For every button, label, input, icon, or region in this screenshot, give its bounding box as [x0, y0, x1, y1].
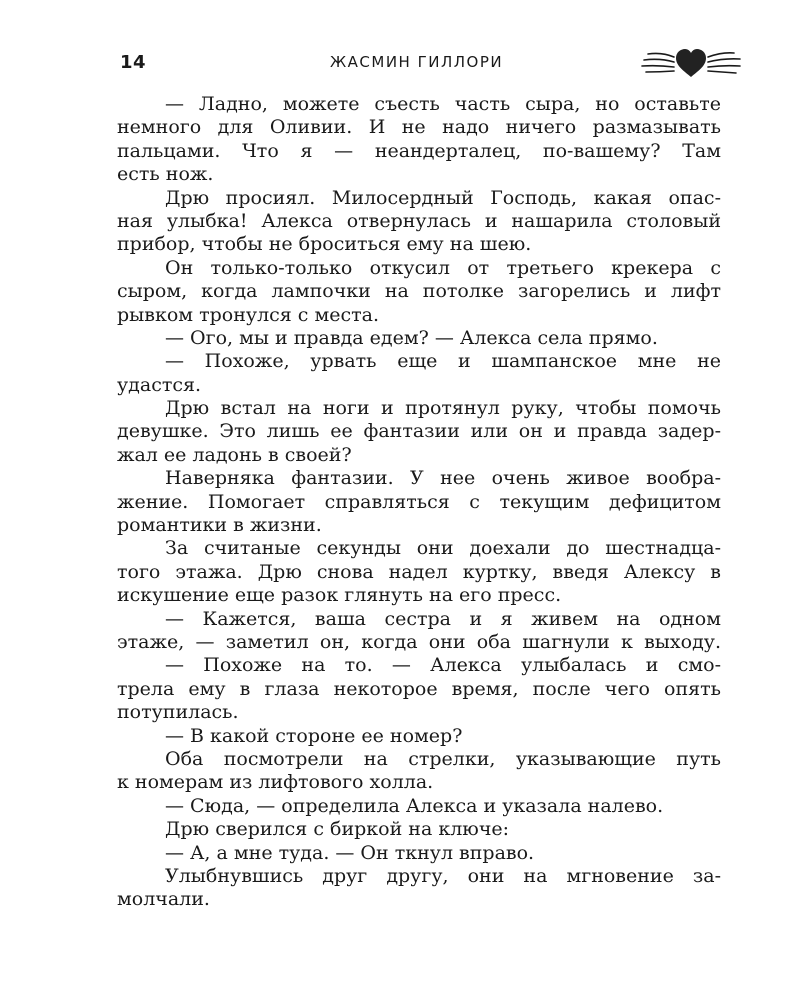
text-line: — А, а мне туда. — Он ткнул вправо.: [165, 841, 535, 864]
text-line: рывком тронулся с места.: [117, 303, 380, 326]
text-line: Улыбнувшись друг другу, они на мгновение за-: [165, 864, 721, 887]
text-line: сыром, когда лампочки на потолке загорелись и лифт: [117, 280, 721, 303]
text-line: к номерам из лифтового холла.: [117, 771, 434, 794]
heart-with-swooshes-icon: [636, 44, 746, 80]
text-line: искушение еще разок глянуть на его пресс.: [117, 584, 562, 607]
text-line: жение. Помогает справляться с текущим дефицитом: [117, 490, 721, 513]
text-line: — Кажется, ваша сестра и я живем на одном: [165, 607, 721, 630]
text-line: жал ее ладонь в своей?: [117, 443, 352, 466]
text-line: — В какой стороне ее номер?: [165, 724, 463, 747]
text-line: прибор, чтобы не броситься ему на шею.: [117, 233, 532, 256]
text-line: молчали.: [117, 888, 210, 911]
text-line: удастся.: [117, 373, 202, 396]
text-line: ная улыбка! Алекса отвернулась и нашарила столовый: [117, 209, 721, 232]
text-line: Дрю встал на ноги и протянул руку, чтобы помочь: [165, 397, 721, 420]
running-head-author: ЖАСМИН ГИЛЛОРИ: [330, 53, 504, 71]
text-line: немного для Оливии. И не надо ничего размазывать: [117, 116, 721, 139]
body-text: [117, 93, 721, 912]
page-number: 14: [120, 52, 147, 73]
text-line: — Похоже на то. — Алекса улыбалась и смо-: [165, 654, 721, 677]
text-line: романтики в жизни.: [117, 514, 322, 537]
text-line: Оба посмотрели на стрелки, указывающие путь: [165, 747, 721, 770]
text-line: того этажа. Дрю снова надел куртку, введя Алексу в: [117, 560, 721, 583]
text-line: Дрю просиял. Милосердный Господь, какая опас-: [165, 186, 721, 209]
text-line: — Сюда, — определила Алекса и указала налево.: [165, 794, 664, 817]
text-line: — Ого, мы и правда едем? — Алекса села прямо.: [165, 326, 658, 349]
text-line: пальцами. Что я — неандерталец, по-вашему? Там: [117, 139, 721, 162]
text-line: За считаные секунды они доехали до шестнадца-: [165, 537, 721, 560]
text-line: этаже, — заметил он, когда они оба шагнули к выходу.: [117, 630, 721, 653]
text-line: Дрю сверился с биркой на ключе:: [165, 818, 510, 841]
running-head: [120, 50, 740, 80]
text-line: потупилась.: [117, 701, 239, 724]
text-line: Наверняка фантазии. У нее очень живое вообра-: [165, 467, 721, 490]
text-line: девушке. Это лишь ее фантазии или он и правда задер-: [117, 420, 721, 443]
text-line: трела ему в глаза некоторое время, после чего опять: [117, 677, 721, 700]
text-line: — Ладно, можете съесть часть сыра, но оставьте: [165, 93, 721, 115]
text-line: — Похоже, урвать еще и шампанское мне не: [165, 350, 721, 373]
text-line: Он только-только откусил от третьего крекера с: [165, 256, 721, 279]
text-line: есть нож.: [117, 163, 214, 186]
